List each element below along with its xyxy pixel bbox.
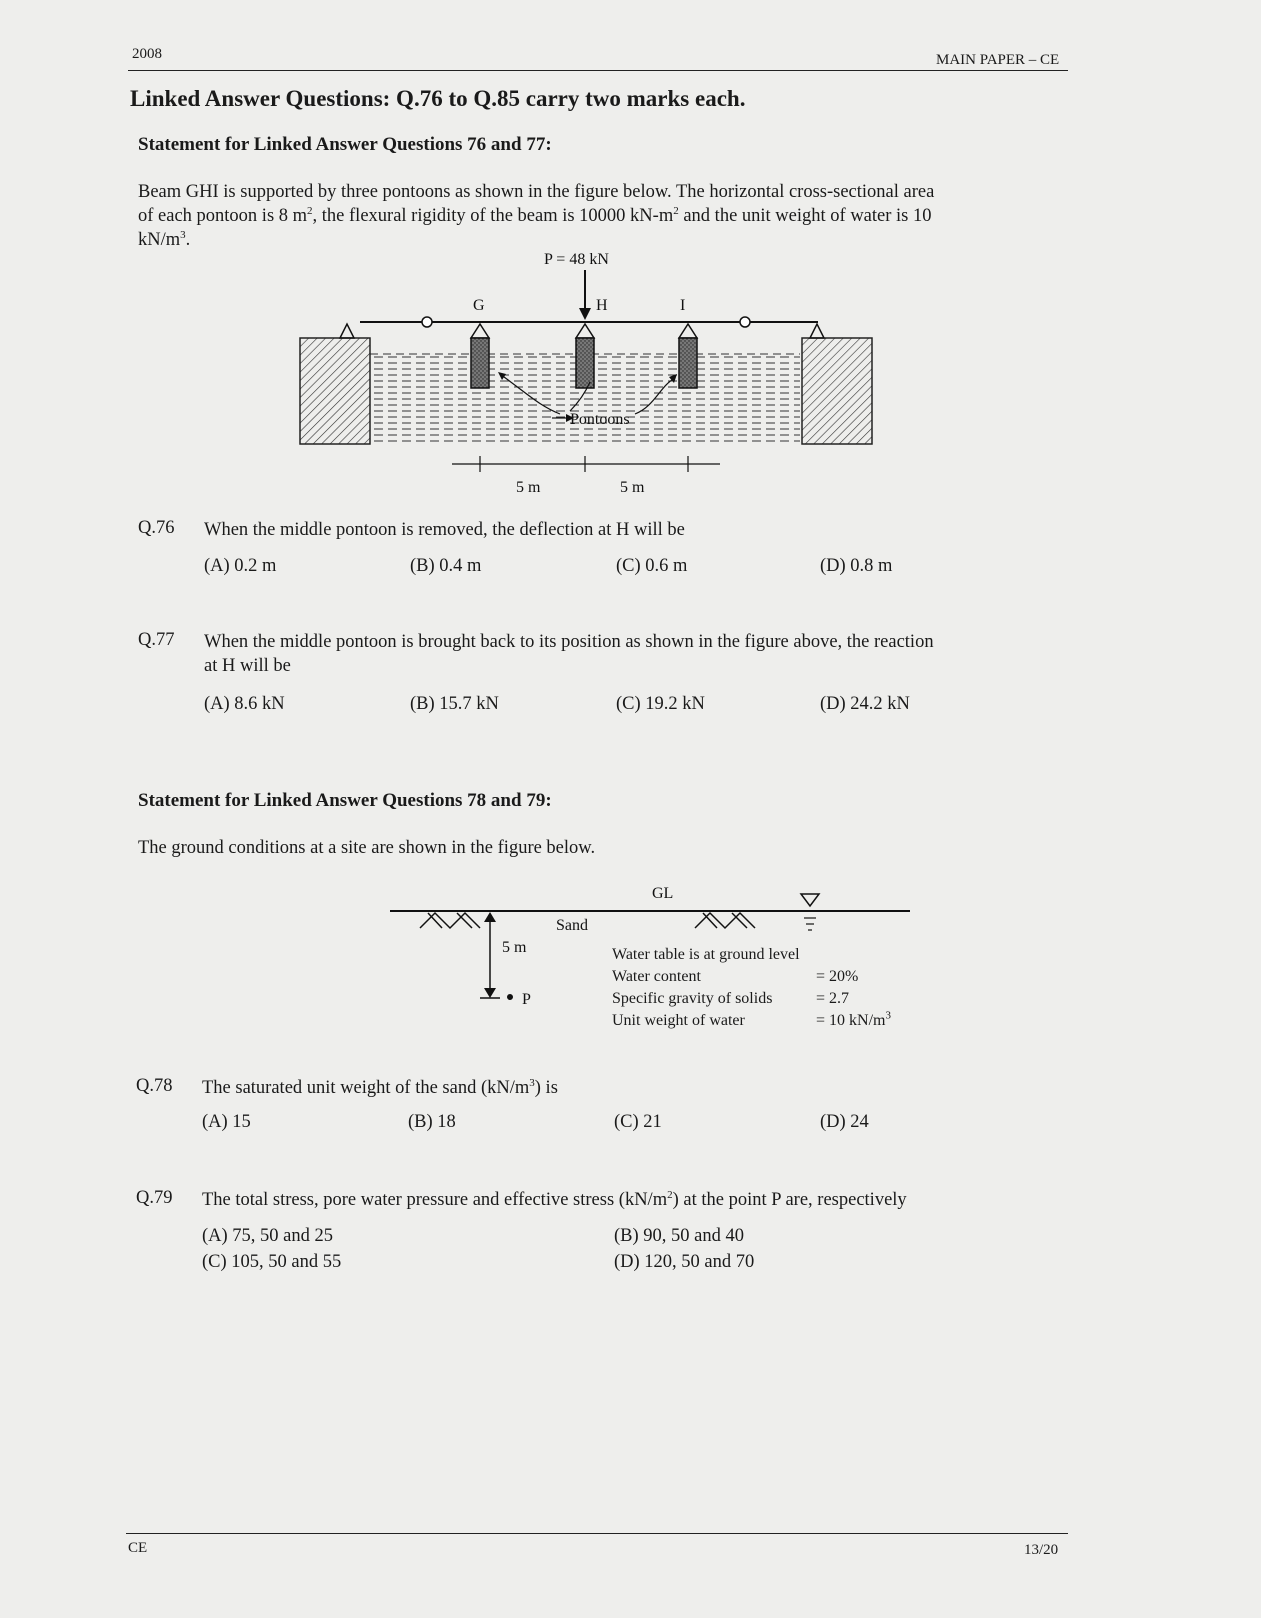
water-content-value: = 20% bbox=[816, 968, 859, 985]
ground-hatch-left bbox=[420, 913, 480, 928]
q76-option-b[interactable]: (B) 0.4 m bbox=[410, 556, 482, 576]
specific-gravity-value: = 2.7 bbox=[816, 990, 850, 1007]
span-label-1: 5 m bbox=[516, 479, 541, 496]
label-g: G bbox=[473, 297, 485, 314]
q76-text: When the middle pontoon is removed, the deflection at H will be bbox=[204, 520, 685, 540]
statement-heading-78-79: Statement for Linked Answer Questions 78 and 79: bbox=[138, 790, 552, 811]
q76-option-c[interactable]: (C) 0.6 m bbox=[616, 556, 688, 576]
q78-number: Q.78 bbox=[136, 1076, 173, 1096]
section-title: Linked Answer Questions: Q.76 to Q.85 carry two marks each. bbox=[130, 86, 746, 111]
left-wall bbox=[300, 338, 370, 444]
hinge-right bbox=[740, 317, 750, 327]
q76-option-d[interactable]: (D) 0.8 m bbox=[820, 556, 893, 576]
q77-option-d[interactable]: (D) 24.2 kN bbox=[820, 694, 910, 714]
specific-gravity-label: Specific gravity of solids bbox=[612, 990, 773, 1007]
hinge-left bbox=[422, 317, 432, 327]
q76-number: Q.76 bbox=[138, 518, 175, 538]
q77-option-a[interactable]: (A) 8.6 kN bbox=[204, 694, 285, 714]
statement-line-2: of each pontoon is 8 $m^2$, the flexural rigidity of the beam is 10000 $kN-m^2$ and the unit weight of water is 10 bbox=[138, 204, 932, 226]
q78-option-d[interactable]: (D) 24 bbox=[820, 1112, 869, 1132]
gl-label: GL bbox=[652, 885, 674, 902]
label-h: H bbox=[596, 297, 608, 314]
pontoon-h bbox=[576, 338, 594, 388]
q77-option-b[interactable]: (B) 15.7 kN bbox=[410, 694, 499, 714]
footer-left: CE bbox=[128, 1540, 148, 1556]
ground-hatch-right bbox=[695, 913, 755, 928]
span-label-2: 5 m bbox=[620, 479, 645, 496]
pontoon-beam-figure bbox=[290, 246, 890, 506]
statement-line-3: $kN/m^3$. bbox=[138, 228, 191, 250]
water-table-icon bbox=[801, 894, 819, 906]
q79-option-d[interactable]: (D) 120, 50 and 70 bbox=[614, 1252, 755, 1272]
q78-option-b[interactable]: (B) 18 bbox=[408, 1112, 456, 1132]
q78-option-c[interactable]: (C) 21 bbox=[614, 1112, 662, 1132]
statement-78-79-text: The ground conditions at a site are shown in the figure below. bbox=[138, 838, 596, 858]
water-table-note: Water table is at ground level bbox=[612, 946, 800, 963]
statement-heading-76-77: Statement for Linked Answer Questions 76 and 77: bbox=[138, 134, 552, 155]
pontoon-g bbox=[471, 338, 489, 388]
label-i: I bbox=[680, 297, 686, 314]
sand-label: Sand bbox=[556, 917, 588, 934]
q77-text: When the middle pontoon is brought back to its position as shown in the figure above, the reaction at H will be bbox=[204, 632, 934, 676]
footer-rule bbox=[126, 1533, 1068, 1534]
q78-text: The saturated unit weight of the sand $(kN/m^3)$ is bbox=[202, 1076, 558, 1098]
point-p-label: P bbox=[522, 991, 531, 1008]
q77-option-c[interactable]: (C) 19.2 kN bbox=[616, 694, 705, 714]
unit-weight-water-value: = 10 $kN/m^3$ bbox=[816, 1009, 891, 1029]
pontoons-label: Pontoons bbox=[570, 411, 630, 428]
pontoon-i bbox=[679, 338, 697, 388]
statement-76-77-text bbox=[138, 180, 1053, 252]
unit-weight-water-label: Unit weight of water bbox=[612, 1012, 745, 1029]
depth-label: 5 m bbox=[502, 939, 527, 956]
q79-option-b[interactable]: (B) 90, 50 and 40 bbox=[614, 1226, 744, 1246]
header-year: 2008 bbox=[132, 46, 162, 62]
right-wall bbox=[802, 338, 872, 444]
q79-text: The total stress, pore water pressure and effective stress $(kN/m^2)$ at the point P are, respectively bbox=[202, 1188, 907, 1210]
q76-option-a[interactable]: (A) 0.2 m bbox=[204, 556, 277, 576]
q79-number: Q.79 bbox=[136, 1188, 173, 1208]
statement-line-1: Beam GHI is supported by three pontoons as shown in the figure below. The horizontal cross-sectional area bbox=[138, 182, 935, 202]
q79-option-a[interactable]: (A) 75, 50 and 25 bbox=[202, 1226, 334, 1246]
header-rule bbox=[128, 70, 1068, 71]
q77-number: Q.77 bbox=[138, 630, 175, 650]
point-p-marker bbox=[507, 994, 513, 1000]
load-label: P = 48 kN bbox=[544, 251, 609, 268]
q78-option-a[interactable]: (A) 15 bbox=[202, 1112, 251, 1132]
water-content-label: Water content bbox=[612, 968, 701, 985]
page-number: 13/20 bbox=[1024, 1542, 1059, 1558]
q79-option-c[interactable]: (C) 105, 50 and 55 bbox=[202, 1252, 342, 1272]
header-paper: MAIN PAPER – CE bbox=[936, 52, 1060, 68]
